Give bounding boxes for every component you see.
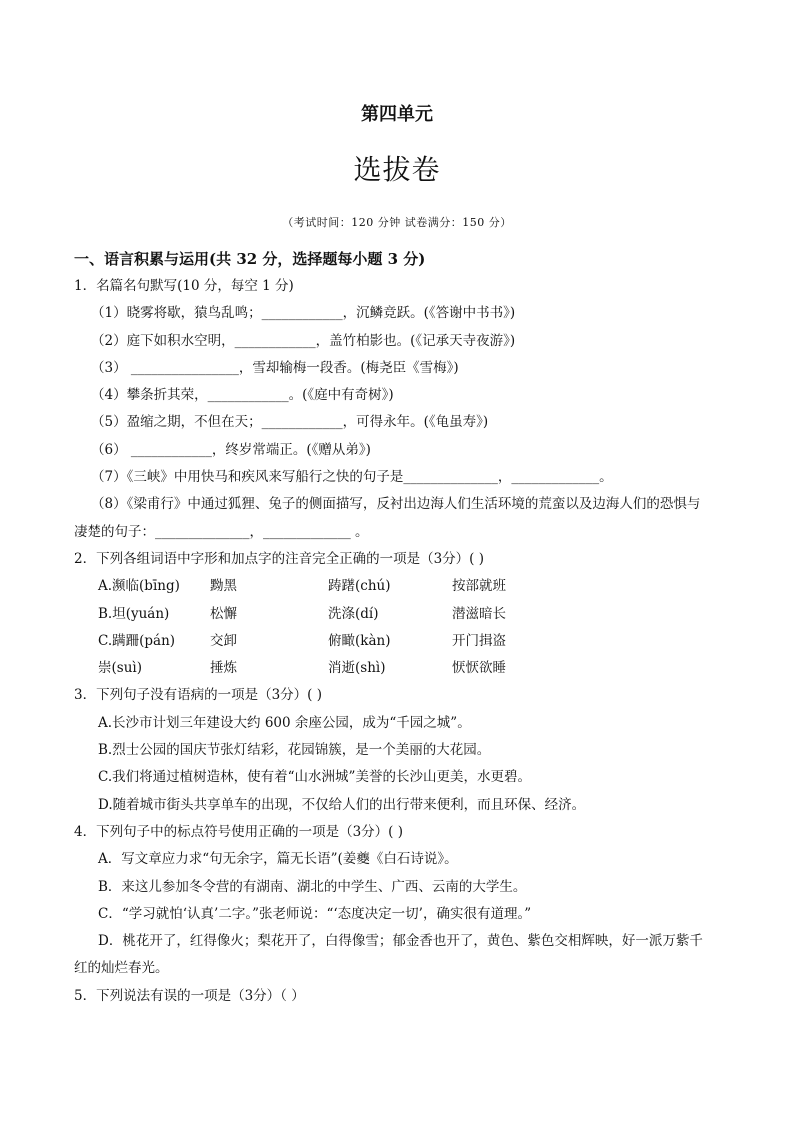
option-cell: 交卸 bbox=[210, 632, 237, 649]
option-cell: 踌躇(chú) bbox=[328, 578, 391, 595]
option-row bbox=[74, 628, 726, 655]
option-cell: 恹恹欲睡 bbox=[452, 660, 506, 677]
question-stem: 3．下列句子没有语病的一项是（3分）( ) bbox=[74, 687, 323, 704]
question-item: （3） ________________，雪却输梅一段香。(梅尧臣《雪梅》) bbox=[91, 359, 459, 376]
question-item: （7）《三峡》中用快马和疾风来写船行之快的句子是______________，_____________。 bbox=[91, 469, 613, 486]
question-item: （5）盈缩之期，不但在天；____________，可得永年。(《龟虽寿》) bbox=[91, 414, 489, 431]
question-stem: 2．下列各组词语中字形和加点字的注音完全正确的一项是（3分）( ) bbox=[74, 550, 485, 567]
option-item: C．“学习就怕‘认真’二字。”张老师说：“‘态度决定一切’，确实很有道理。” bbox=[98, 905, 532, 922]
question-5 bbox=[74, 983, 726, 1010]
option-row bbox=[74, 573, 726, 600]
option-cell: 崇(suì) bbox=[98, 660, 142, 677]
question-stem: 4．下列句子中的标点符号使用正确的一项是（3分）( ) bbox=[74, 823, 404, 840]
option-item: A.长沙市计划三年建设大约 600 余座公园，成为“千园之城”。 bbox=[98, 714, 471, 731]
option-cell: 洗涤(dí) bbox=[328, 605, 379, 622]
option-item: C.我们将通过植树造林，使有着“山水洲城”美誉的长沙山更美，水更碧。 bbox=[98, 769, 531, 786]
question-item: （4）攀条折其荣，____________。(《庭中有奇树》) bbox=[91, 387, 394, 404]
question-2 bbox=[74, 546, 726, 682]
option-cell: 松懈 bbox=[210, 605, 237, 622]
option-item: B.烈士公园的国庆节张灯结彩，花园锦簇，是一个美丽的大花园。 bbox=[98, 742, 491, 759]
question-1 bbox=[74, 273, 726, 546]
option-cell: 捶炼 bbox=[210, 660, 237, 677]
question-4 bbox=[74, 819, 726, 983]
option-item: D．桃花开了，红得像火；梨花开了，白得像雪；郁金香也开了，黄色、紫色交相辉映，好一派万紫千 bbox=[98, 933, 703, 950]
question-item: （8）《梁甫行》中通过狐狸、兔子的侧面描写，反衬出边海人们生活环境的荒蛮以及边海人们的恐惧与 bbox=[91, 496, 701, 513]
page-title: 选拔卷 bbox=[353, 153, 441, 186]
option-row bbox=[74, 655, 726, 682]
option-item: A．写文章应力求“句无余字，篇无长语”(姜夔《白石诗说》。 bbox=[98, 851, 458, 868]
question-item: （6） ____________，终岁常端正。(《赠从弟》) bbox=[91, 441, 371, 458]
unit-heading: 第四单元 bbox=[361, 104, 433, 125]
question-item-continued: 凄楚的句子：______________，_____________ 。 bbox=[74, 523, 369, 540]
option-cell: 消逝(shì) bbox=[328, 660, 386, 677]
question-item: （1）晓雾将歇，猿鸟乱鸣；____________，沉鳞竞跃。(《答谢中书书》) bbox=[91, 305, 516, 322]
option-item: B．来这儿参加冬令营的有湖南、湖北的中学生、广西、云南的大学生。 bbox=[98, 878, 527, 895]
question-stem: 5．下列说法有误的一项是（3分）（ ） bbox=[74, 987, 305, 1004]
option-cell: 黝黑 bbox=[210, 578, 237, 595]
option-row bbox=[74, 601, 726, 628]
option-cell: 潜滋暗长 bbox=[452, 605, 506, 622]
option-cell: C.蹒跚(pán) bbox=[98, 632, 176, 649]
question-stem: 1．名篇名句默写(10 分，每空 1 分) bbox=[74, 278, 294, 294]
option-cell: 按部就班 bbox=[452, 578, 506, 595]
section-heading: 一、语言积累与运用(共 32 分，选择题每小题 3 分) bbox=[74, 250, 426, 268]
option-cell: B.坦(yuán) bbox=[98, 605, 170, 622]
option-cell: A.濒临(bīng) bbox=[98, 578, 180, 595]
question-3 bbox=[74, 682, 726, 818]
question-item: （2）庭下如积水空明，____________，盖竹柏影也。(《记承天寺夜游》) bbox=[91, 332, 516, 349]
option-cell: 俯瞰(kàn) bbox=[328, 632, 391, 649]
exam-body bbox=[74, 246, 726, 1010]
option-cell: 开门揖盗 bbox=[452, 632, 506, 649]
option-item: D.随着城市街头共享单车的出现，不仅给人们的出行带来便利，而且环保、经济。 bbox=[98, 796, 586, 813]
option-item-continued: 红的灿烂春光。 bbox=[74, 960, 169, 977]
exam-meta: （考试时间：120 分钟 试卷满分：150 分） bbox=[282, 216, 512, 229]
